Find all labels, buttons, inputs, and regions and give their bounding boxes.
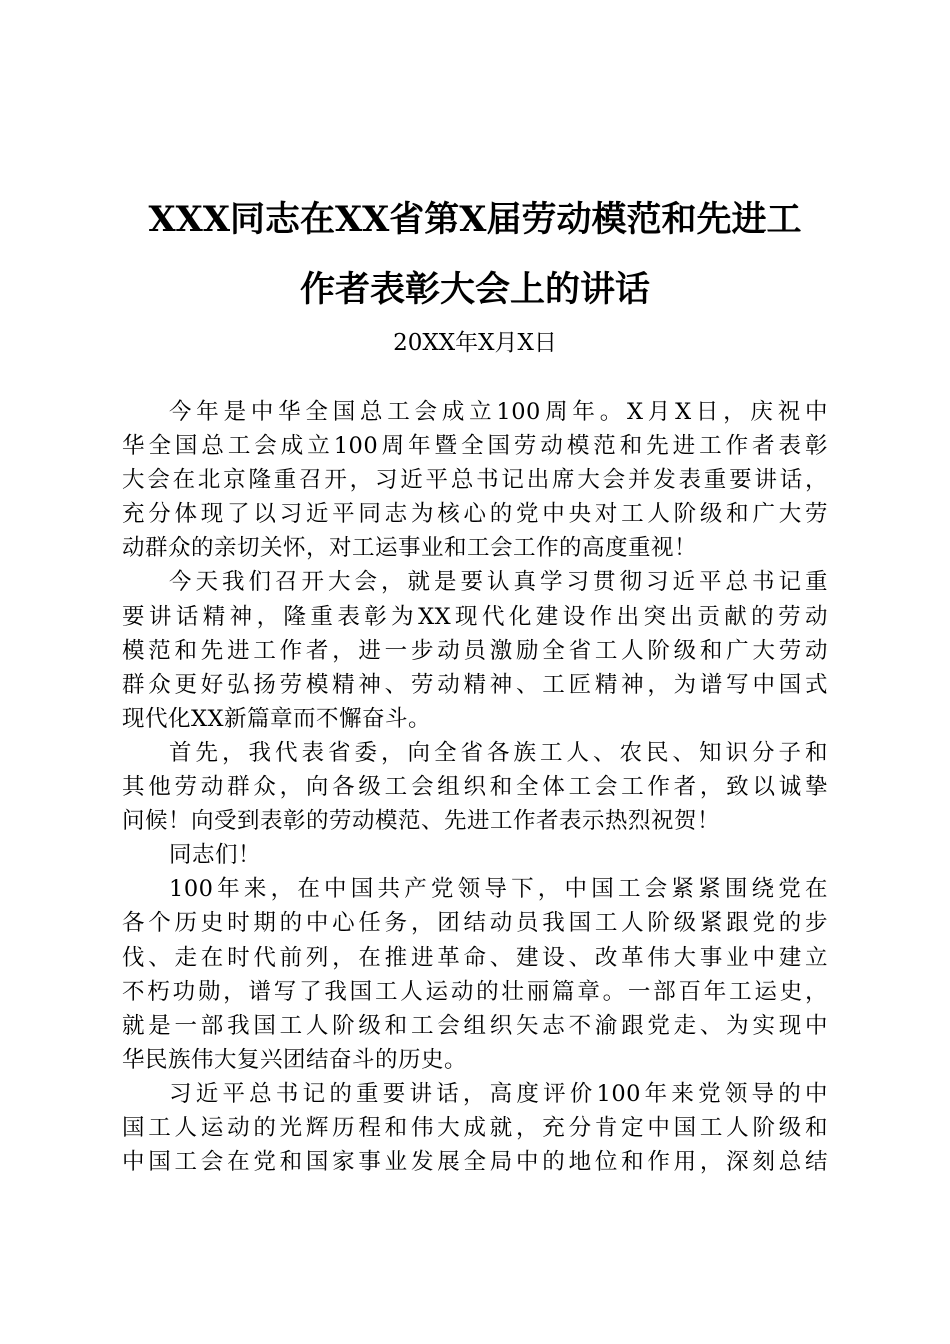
document-title-line-1: XXX同志在XX省第X届劳动模范和先进工 bbox=[148, 199, 802, 240]
document-date: 20XX年X月X日 bbox=[393, 330, 557, 356]
body-text-line: 伐、走在时代前列，在推进革命、建设、改革伟大事业中建立 bbox=[122, 944, 828, 971]
body-text-line: 要讲话精神，隆重表彰为XX现代化建设作出突出贡献的劳动 bbox=[122, 603, 828, 630]
document-title-line-2: 作者表彰大会上的讲话 bbox=[299, 269, 650, 310]
body-text-line: 动群众的亲切关怀，对工运事业和工会工作的高度重视！ bbox=[122, 535, 698, 562]
body-text-line: 华民族伟大复兴团结奋斗的历史。 bbox=[122, 1046, 468, 1073]
body-text-line: 其他劳动群众，向各级工会组织和全体工会工作者，致以诚挚 bbox=[122, 774, 828, 801]
body-text-line: 不朽功勋，谱写了我国工人运动的壮丽篇章。一部百年工运史， bbox=[122, 978, 828, 1005]
body-text-line: 国工人运动的光辉历程和伟大成就，充分肯定中国工人阶级和 bbox=[122, 1114, 828, 1141]
body-text-line: 问候！向受到表彰的劳动模范、先进工作者表示热烈祝贺！ bbox=[122, 808, 721, 835]
body-text-line: 今年是中华全国总工会成立100周年。X月X日，庆祝中 bbox=[169, 399, 828, 425]
body-text-line: 今天我们召开大会，就是要认真学习贯彻习近平总书记重 bbox=[169, 569, 828, 596]
body-text-line: 中国工会在党和国家事业发展全局中的地位和作用，深刻总结 bbox=[122, 1149, 828, 1176]
body-text-line: 华全国总工会成立100周年暨全国劳动模范和先进工作者表彰 bbox=[122, 433, 828, 460]
body-text-line: 各个历史时期的中心任务，团结动员我国工人阶级紧跟党的步 bbox=[122, 910, 828, 937]
body-text-line: 同志们！ bbox=[169, 842, 262, 869]
body-text-line: 充分体现了以习近平同志为核心的党中央对工人阶级和广大劳 bbox=[122, 501, 828, 528]
body-text-line: 群众更好弘扬劳模精神、劳动精神、工匠精神，为谱写中国式 bbox=[122, 671, 828, 698]
body-text-line: 模范和先进工作者，进一步动员激励全省工人阶级和广大劳动 bbox=[122, 637, 828, 664]
body-text-line: 现代化XX新篇章而不懈奋斗。 bbox=[122, 705, 432, 732]
body-text-line: 习近平总书记的重要讲话，高度评价100年来党领导的中 bbox=[169, 1080, 828, 1107]
document-body bbox=[122, 395, 828, 1179]
body-text-line: 100年来，在中国共产党领导下，中国工会紧紧围绕党在 bbox=[169, 876, 828, 903]
body-text-line: 首先，我代表省委，向全省各族工人、农民、知识分子和 bbox=[169, 739, 828, 766]
body-text-line: 就是一部我国工人阶级和工会组织矢志不渝跟党走、为实现中 bbox=[122, 1012, 828, 1039]
body-text-line: 大会在北京隆重召开，习近平总书记出席大会并发表重要讲话， bbox=[122, 467, 828, 494]
